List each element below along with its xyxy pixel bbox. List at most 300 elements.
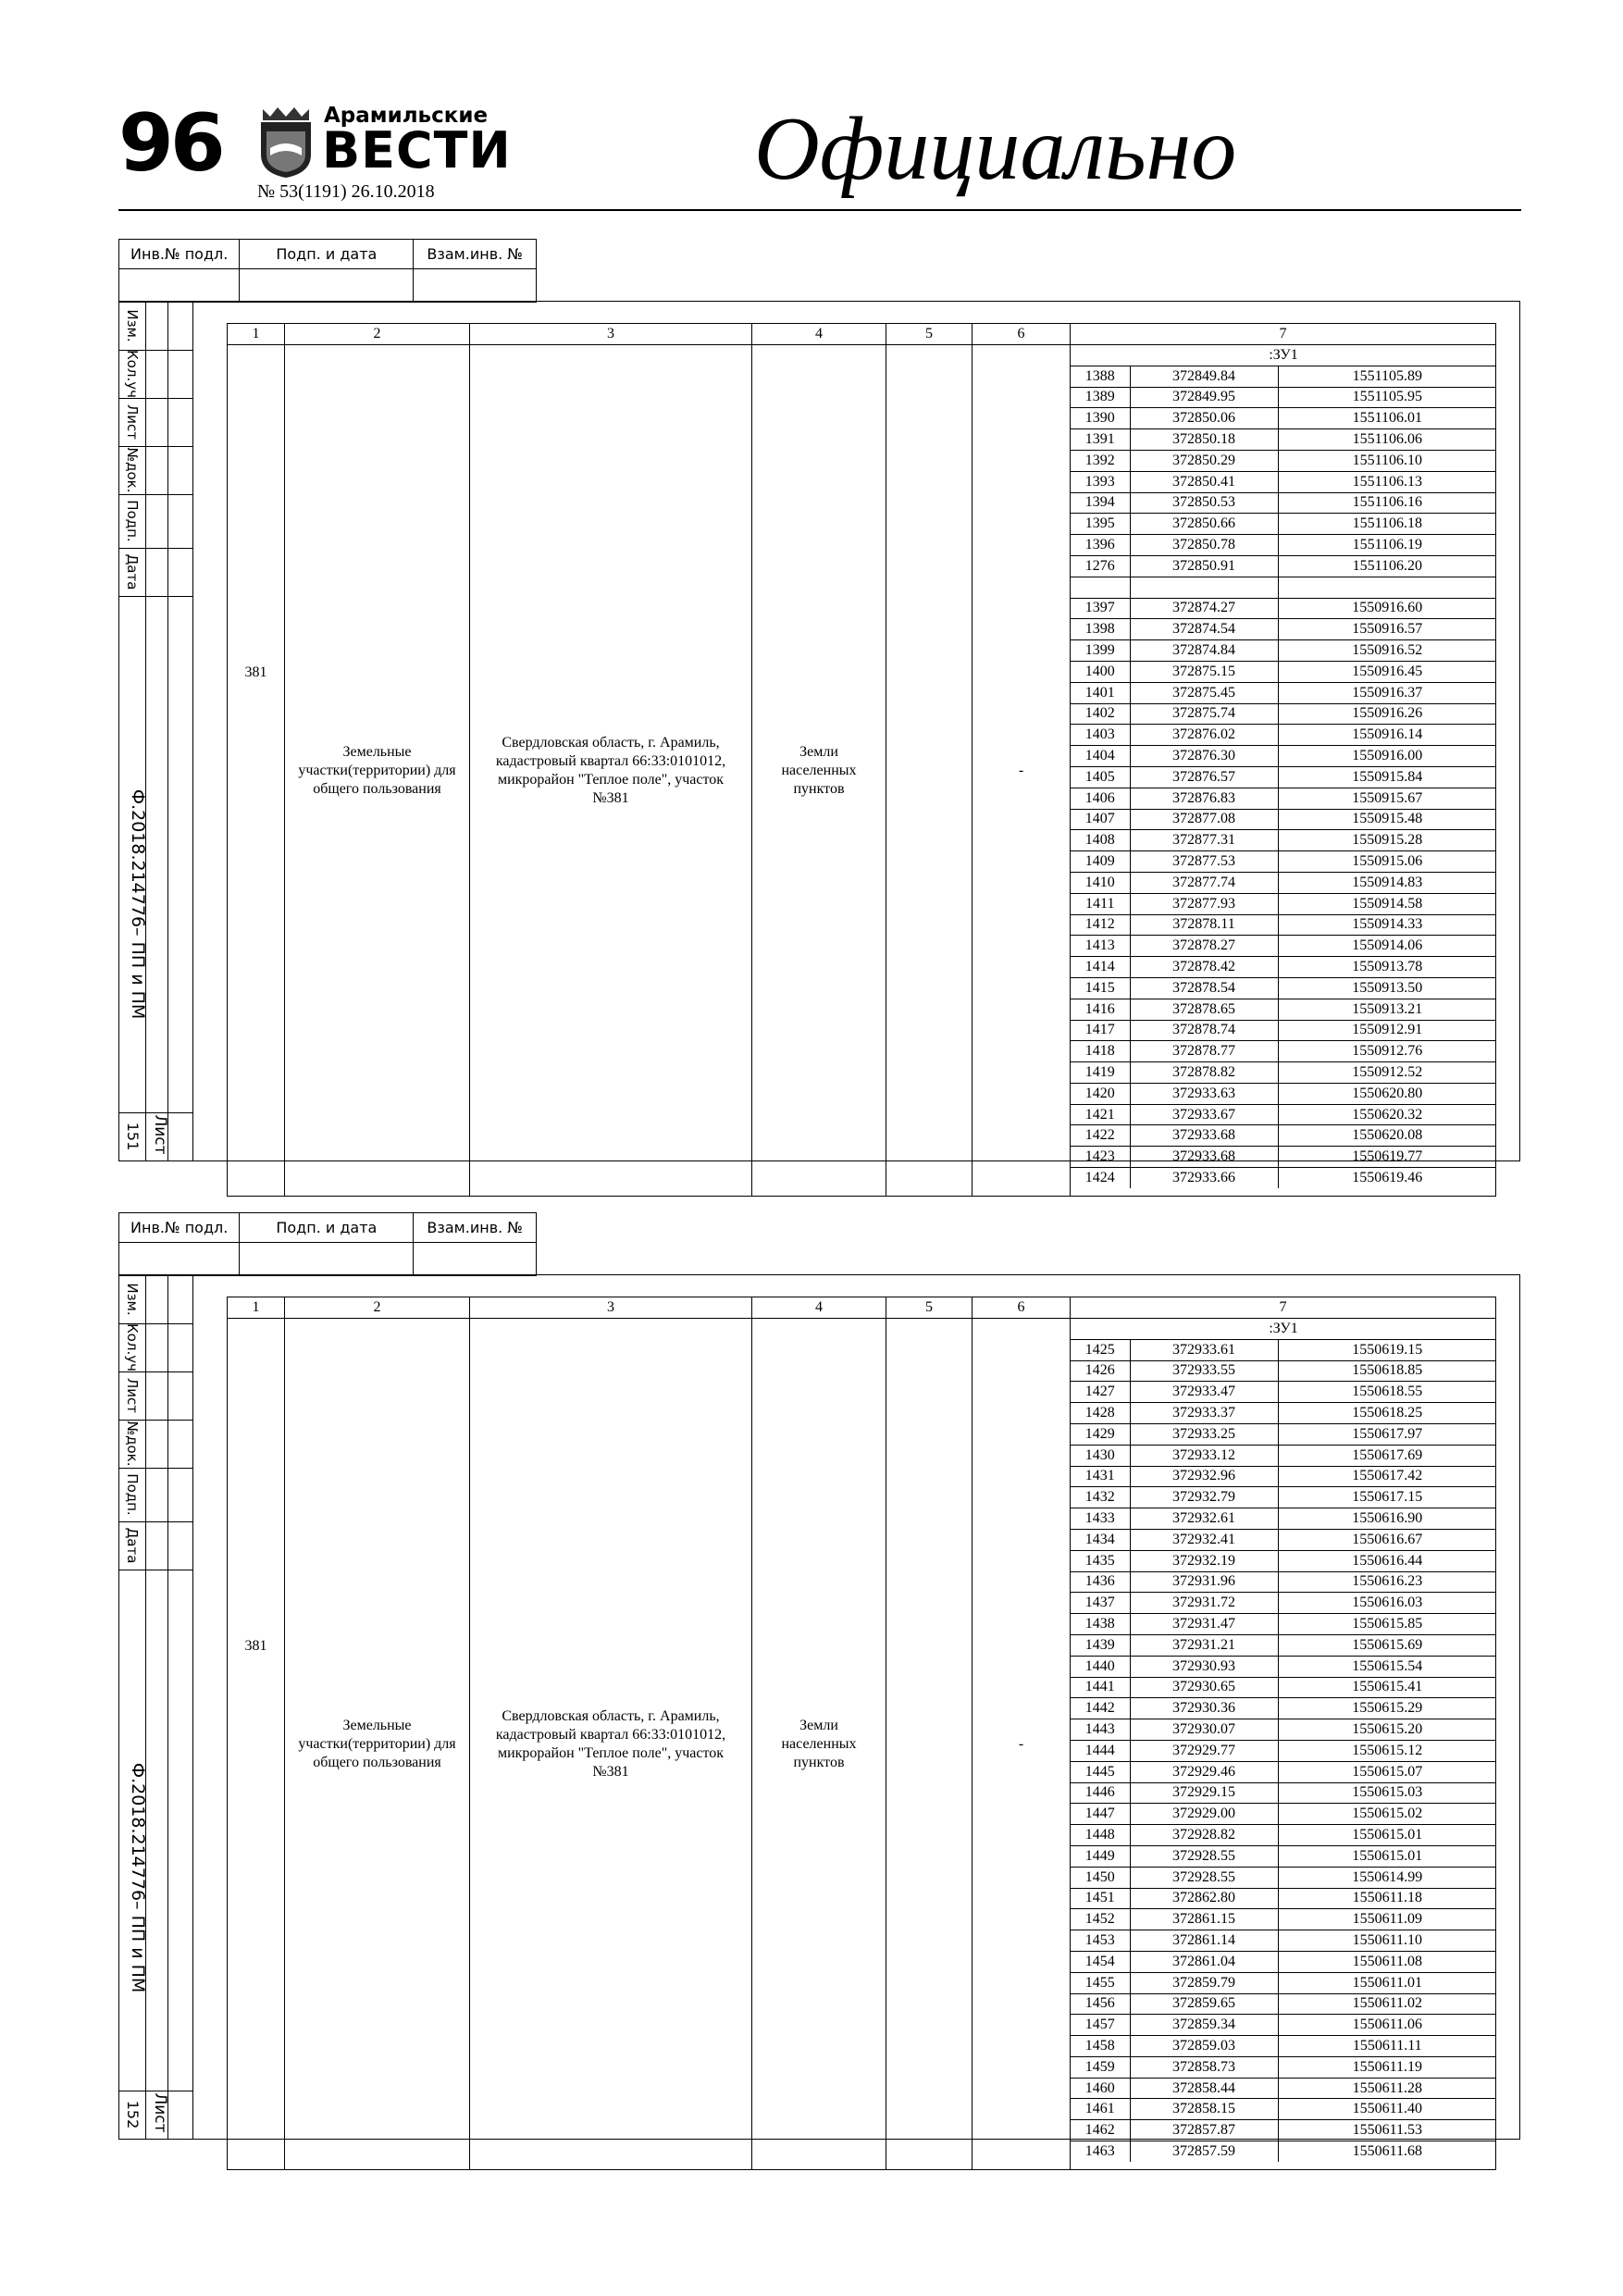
point-x: 372876.02 [1130, 725, 1278, 746]
table-row [1071, 387, 1496, 408]
point-y: 1551106.01 [1278, 408, 1496, 429]
point-y: 1550615.20 [1278, 1719, 1496, 1741]
sign-cell [240, 269, 414, 303]
inv-label: Инв.№ подл. [119, 1213, 240, 1243]
point-y: 1550611.68 [1278, 2141, 1496, 2162]
record-col5 [886, 345, 973, 1197]
point-x: 372875.45 [1130, 682, 1278, 703]
point-x: 372932.96 [1130, 1466, 1278, 1487]
point-id: 1389 [1071, 387, 1130, 408]
point-id: 1422 [1071, 1125, 1130, 1147]
point-x: 372878.42 [1130, 957, 1278, 978]
column-header: 4 [752, 1297, 886, 1319]
point-id: 1437 [1071, 1593, 1130, 1614]
point-x: 372930.07 [1130, 1719, 1278, 1741]
table-row [1071, 1951, 1496, 1972]
point-id: 1445 [1071, 1761, 1130, 1782]
point-x: 372861.14 [1130, 1930, 1278, 1952]
sheet-number: 151 [124, 1122, 142, 1151]
point-y: 1550913.78 [1278, 957, 1496, 978]
table-row [1071, 1656, 1496, 1677]
point-y: 1550616.23 [1278, 1571, 1496, 1593]
sign-date-label: Подп. и дата [240, 1213, 414, 1243]
point-x: 372932.79 [1130, 1487, 1278, 1508]
point-y: 1550615.01 [1278, 1845, 1496, 1867]
table-row [1071, 408, 1496, 429]
side-label: №док. [124, 1421, 141, 1467]
table-row [1071, 1761, 1496, 1782]
table-row [1071, 1529, 1496, 1550]
point-x: 372849.95 [1130, 387, 1278, 408]
side-label: Дата [124, 553, 141, 590]
point-x: 372878.11 [1130, 914, 1278, 936]
side-row-line [119, 494, 193, 495]
point-y: 1550611.28 [1278, 2078, 1496, 2099]
point-id: 1430 [1071, 1445, 1130, 1466]
point-id: 1431 [1071, 1466, 1130, 1487]
point-id: 1398 [1071, 619, 1130, 640]
point-id: 1429 [1071, 1423, 1130, 1445]
point-id: 1412 [1071, 914, 1130, 936]
point-x: 372877.74 [1130, 872, 1278, 893]
table-row [1071, 1168, 1496, 1188]
table-row [1071, 2036, 1496, 2057]
point-id: 1423 [1071, 1147, 1130, 1168]
point-id: 1395 [1071, 514, 1130, 535]
point-y: 1550614.99 [1278, 1867, 1496, 1888]
point-x: 372930.36 [1130, 1698, 1278, 1719]
points-table [1071, 1319, 1496, 2162]
point-y: 1550616.03 [1278, 1593, 1496, 1614]
point-x: 372876.30 [1130, 746, 1278, 767]
point-y: 1550916.60 [1278, 598, 1496, 619]
point-id: 1419 [1071, 1062, 1130, 1084]
table-row [1071, 766, 1496, 788]
point-y: 1550916.37 [1278, 682, 1496, 703]
point-x: 372931.72 [1130, 1593, 1278, 1614]
point-x: 372850.41 [1130, 471, 1278, 492]
point-id: 1448 [1071, 1825, 1130, 1846]
point-y: 1550615.03 [1278, 1782, 1496, 1804]
point-y: 1550615.29 [1278, 1698, 1496, 1719]
coordinates-table [227, 323, 1496, 1197]
point-id: 1410 [1071, 872, 1130, 893]
point-y: 1550617.42 [1278, 1466, 1496, 1487]
point-id: 1455 [1071, 1972, 1130, 1993]
table-row [1071, 619, 1496, 640]
inv-cell [119, 1243, 240, 1276]
table-row [1071, 682, 1496, 703]
point-x: 372850.06 [1130, 408, 1278, 429]
table-row [1071, 1041, 1496, 1062]
point-y: 1550611.06 [1278, 2015, 1496, 2036]
point-x: 372877.53 [1130, 851, 1278, 873]
record-purpose: Земельные участки(территории) для общего пользования [285, 345, 470, 1197]
point-id: 1399 [1071, 640, 1130, 662]
point-y: 1551105.95 [1278, 387, 1496, 408]
table-row [1071, 703, 1496, 725]
point-x: 372858.15 [1130, 2099, 1278, 2120]
point-y: 1550619.46 [1278, 1168, 1496, 1188]
point-id: 1427 [1071, 1382, 1130, 1403]
column-header: 2 [285, 1297, 470, 1319]
point-id: 1394 [1071, 492, 1130, 514]
point-id: 1406 [1071, 788, 1130, 809]
table-row [1071, 1972, 1496, 1993]
point-id: 1444 [1071, 1740, 1130, 1761]
point-id: 1450 [1071, 1867, 1130, 1888]
record-number: 381 [228, 1319, 285, 2170]
table-row [1071, 1614, 1496, 1635]
table-row [1071, 2120, 1496, 2141]
point-x: 372931.21 [1130, 1634, 1278, 1656]
point-x: 372933.67 [1130, 1104, 1278, 1125]
side-col [167, 1275, 168, 2139]
point-y: 1550915.48 [1278, 809, 1496, 830]
point-y: 1550615.07 [1278, 1761, 1496, 1782]
point-id: 1401 [1071, 682, 1130, 703]
table-row [1071, 1487, 1496, 1508]
point-y: 1550611.18 [1278, 1888, 1496, 1909]
point-y: 1550618.85 [1278, 1360, 1496, 1382]
table-row [1071, 1634, 1496, 1656]
point-y: 1550619.77 [1278, 1147, 1496, 1168]
point-x: 372861.15 [1130, 1909, 1278, 1930]
side-strip [118, 301, 193, 1161]
point-x: 372859.79 [1130, 1972, 1278, 1993]
point-x: 372874.54 [1130, 619, 1278, 640]
table-row [1071, 746, 1496, 767]
point-x: 372930.65 [1130, 1677, 1278, 1698]
side-label: Кол.уч [124, 350, 141, 398]
point-y: 1550620.32 [1278, 1104, 1496, 1125]
point-x: 372933.68 [1130, 1147, 1278, 1168]
point-x: 372859.34 [1130, 2015, 1278, 2036]
table-row [1071, 957, 1496, 978]
issue-info: № 53(1191) 26.10.2018 [257, 181, 435, 202]
table-row [1071, 1782, 1496, 1804]
point-y: 1550616.90 [1278, 1508, 1496, 1530]
point-x: 372928.82 [1130, 1825, 1278, 1846]
point-id: 1457 [1071, 2015, 1130, 2036]
point-id: 1421 [1071, 1104, 1130, 1125]
point-x: 372857.59 [1130, 2141, 1278, 2162]
point-x: 372878.54 [1130, 977, 1278, 999]
point-y: 1550916.26 [1278, 703, 1496, 725]
column-header: 3 [470, 324, 752, 345]
approval-stamp [118, 1212, 537, 1276]
sign-date-label: Подп. и дата [240, 240, 414, 269]
point-y: 1550618.25 [1278, 1403, 1496, 1424]
point-y: 1551106.10 [1278, 450, 1496, 471]
table-row [1071, 661, 1496, 682]
point-id: 1403 [1071, 725, 1130, 746]
table-row [1071, 1888, 1496, 1909]
column-header: 3 [470, 1297, 752, 1319]
column-header: 6 [973, 324, 1071, 345]
table-row [1071, 1360, 1496, 1382]
replace-label: Взам.инв. № [414, 240, 537, 269]
table-row [1071, 450, 1496, 471]
inv-cell [119, 269, 240, 303]
point-y: 1550915.67 [1278, 788, 1496, 809]
points-table [1071, 345, 1496, 1188]
point-id: 1388 [1071, 366, 1130, 387]
point-y: 1550611.11 [1278, 2036, 1496, 2057]
point-y: 1550616.67 [1278, 1529, 1496, 1550]
side-label: Лист [124, 1377, 141, 1413]
points-cell [1071, 345, 1496, 1197]
point-x: 372933.61 [1130, 1339, 1278, 1360]
point-x: 372933.12 [1130, 1445, 1278, 1466]
table-row [1071, 830, 1496, 851]
side-label: Кол.уч [124, 1323, 141, 1371]
table-row [1071, 640, 1496, 662]
sheet-number: 152 [124, 2100, 142, 2129]
point-y: 1550915.28 [1278, 830, 1496, 851]
point-x: 372931.96 [1130, 1571, 1278, 1593]
point-id: 1404 [1071, 746, 1130, 767]
inv-label: Инв.№ подл. [119, 240, 240, 269]
point-x: 372858.73 [1130, 2056, 1278, 2078]
point-id: 1447 [1071, 1804, 1130, 1825]
point-id: 1426 [1071, 1360, 1130, 1382]
record-category: Земли населенных пунктов [752, 1319, 886, 2170]
point-id: 1414 [1071, 957, 1130, 978]
point-x: 372878.74 [1130, 1020, 1278, 1041]
table-row [1071, 1445, 1496, 1466]
point-x: 372933.68 [1130, 1125, 1278, 1147]
column-header: 2 [285, 324, 470, 345]
table-row [1071, 535, 1496, 556]
point-y: 1550620.80 [1278, 1083, 1496, 1104]
table-row [1071, 2015, 1496, 2036]
point-x: 372878.65 [1130, 999, 1278, 1020]
coordinates-table [227, 1297, 1496, 2170]
point-id: 1428 [1071, 1403, 1130, 1424]
column-header: 1 [228, 1297, 285, 1319]
point-y: 1550913.21 [1278, 999, 1496, 1020]
point-y: 1550912.91 [1278, 1020, 1496, 1041]
point-y: 1550615.12 [1278, 1740, 1496, 1761]
point-x: 372928.55 [1130, 1867, 1278, 1888]
record-col5 [886, 1319, 973, 2170]
point-id: 1443 [1071, 1719, 1130, 1741]
point-y: 1550914.83 [1278, 872, 1496, 893]
table-row [1071, 471, 1496, 492]
table-row [1071, 1020, 1496, 1041]
column-header: 1 [228, 324, 285, 345]
point-y: 1550916.52 [1278, 640, 1496, 662]
column-header: 6 [973, 1297, 1071, 1319]
logo-subtitle: Арамильские [324, 104, 489, 128]
table-row [1071, 366, 1496, 387]
point-y: 1550615.69 [1278, 1634, 1496, 1656]
point-id: 1402 [1071, 703, 1130, 725]
point-id: 1463 [1071, 2141, 1130, 2162]
point-id: 1435 [1071, 1550, 1130, 1571]
point-y: 1550611.40 [1278, 2099, 1496, 2120]
column-header: 5 [886, 1297, 973, 1319]
point-y: 1550913.50 [1278, 977, 1496, 999]
point-x: 372877.31 [1130, 830, 1278, 851]
point-y: 1550616.44 [1278, 1550, 1496, 1571]
table-row [1071, 429, 1496, 451]
point-x: 372876.83 [1130, 788, 1278, 809]
table-row [1071, 1571, 1496, 1593]
point-id: 1425 [1071, 1339, 1130, 1360]
table-row [1071, 1909, 1496, 1930]
point-id: 1391 [1071, 429, 1130, 451]
header-divider [118, 209, 1521, 211]
point-id: 1407 [1071, 809, 1130, 830]
section-title: Официально [754, 99, 1237, 199]
point-y: 1550916.14 [1278, 725, 1496, 746]
point-x: 372859.03 [1130, 2036, 1278, 2057]
point-x: 372850.91 [1130, 555, 1278, 577]
record-address: Свердловская область, г. Арамиль, кадастровый квартал 66:33:0101012, микрорайон "Теплое поле", участок №381 [470, 345, 752, 1197]
point-y: 1550618.55 [1278, 1382, 1496, 1403]
point-y: 1550611.53 [1278, 2120, 1496, 2141]
point-x: 372933.66 [1130, 1168, 1278, 1188]
table-row [1071, 809, 1496, 830]
point-id: 1415 [1071, 977, 1130, 999]
replace-cell [414, 269, 537, 303]
point-y: 1550611.09 [1278, 1909, 1496, 1930]
point-x: 372929.00 [1130, 1804, 1278, 1825]
point-x: 372930.93 [1130, 1656, 1278, 1677]
point-id: 1408 [1071, 830, 1130, 851]
point-x: 372859.65 [1130, 1993, 1278, 2015]
point-y: 1550617.97 [1278, 1423, 1496, 1445]
table-row [1071, 1147, 1496, 1168]
table-row [1071, 1698, 1496, 1719]
zone-label: :ЗУ1 [1071, 345, 1496, 366]
point-id: 1418 [1071, 1041, 1130, 1062]
point-y: 1550611.02 [1278, 1993, 1496, 2015]
column-header: 4 [752, 324, 886, 345]
point-y: 1550617.69 [1278, 1445, 1496, 1466]
point-id: 1433 [1071, 1508, 1130, 1530]
side-label: Подп. [124, 1473, 141, 1516]
point-y: 1551105.89 [1278, 366, 1496, 387]
point-y [1278, 577, 1496, 598]
point-id: 1424 [1071, 1168, 1130, 1188]
point-y: 1550914.06 [1278, 936, 1496, 957]
point-y: 1550915.06 [1278, 851, 1496, 873]
point-x: 372932.41 [1130, 1529, 1278, 1550]
sheet-label: Лист [151, 1114, 169, 1155]
point-id: 1461 [1071, 2099, 1130, 2120]
table-row [1071, 1740, 1496, 1761]
point-id [1071, 577, 1130, 598]
point-x: 372933.47 [1130, 1382, 1278, 1403]
point-id: 1276 [1071, 555, 1130, 577]
side-label: Изм. [124, 309, 141, 342]
point-x: 372932.19 [1130, 1550, 1278, 1571]
point-id: 1436 [1071, 1571, 1130, 1593]
point-x: 372875.74 [1130, 703, 1278, 725]
point-x: 372850.66 [1130, 514, 1278, 535]
table-row [1071, 1719, 1496, 1741]
table-row [1071, 872, 1496, 893]
point-x: 372929.46 [1130, 1761, 1278, 1782]
point-id: 1452 [1071, 1909, 1130, 1930]
point-x: 372861.04 [1130, 1951, 1278, 1972]
point-y: 1550619.15 [1278, 1339, 1496, 1360]
point-id: 1441 [1071, 1677, 1130, 1698]
side-row-line [119, 1112, 193, 1113]
point-x: 372850.18 [1130, 429, 1278, 451]
point-id: 1400 [1071, 661, 1130, 682]
point-x [1130, 577, 1278, 598]
point-y: 1550617.15 [1278, 1487, 1496, 1508]
record-col6: - [973, 345, 1071, 1197]
point-id: 1409 [1071, 851, 1130, 873]
point-x: 372850.78 [1130, 535, 1278, 556]
point-x: 372849.84 [1130, 366, 1278, 387]
table-row [1071, 1125, 1496, 1147]
point-x: 372928.55 [1130, 1845, 1278, 1867]
point-id: 1405 [1071, 766, 1130, 788]
point-y: 1550916.45 [1278, 661, 1496, 682]
approval-stamp [118, 239, 537, 303]
point-x: 372874.27 [1130, 598, 1278, 619]
side-label: Лист [124, 403, 141, 440]
table-row [1071, 555, 1496, 577]
point-x: 372933.37 [1130, 1403, 1278, 1424]
point-y: 1550912.52 [1278, 1062, 1496, 1084]
column-header: 7 [1071, 324, 1496, 345]
point-x: 372875.15 [1130, 661, 1278, 682]
point-y: 1550915.84 [1278, 766, 1496, 788]
point-id: 1459 [1071, 2056, 1130, 2078]
table-row [1071, 851, 1496, 873]
coat-of-arms-icon [254, 104, 318, 180]
point-id: 1417 [1071, 1020, 1130, 1041]
side-label: Подп. [124, 500, 141, 542]
zone-label: :ЗУ1 [1071, 1319, 1496, 1339]
side-strip [118, 1274, 193, 2140]
table-row [1071, 1062, 1496, 1084]
table-row [1071, 1508, 1496, 1530]
point-id: 1420 [1071, 1083, 1130, 1104]
table-row [1071, 1339, 1496, 1360]
point-y: 1550615.01 [1278, 1825, 1496, 1846]
table-row [1071, 492, 1496, 514]
table-row [1071, 725, 1496, 746]
point-x: 372878.82 [1130, 1062, 1278, 1084]
table-row [1071, 1825, 1496, 1846]
point-id: 1458 [1071, 2036, 1130, 2057]
point-x: 372877.93 [1130, 893, 1278, 914]
table-row [1071, 1845, 1496, 1867]
point-y: 1550912.76 [1278, 1041, 1496, 1062]
column-header: 7 [1071, 1297, 1496, 1319]
point-x: 372850.29 [1130, 450, 1278, 471]
point-id: 1453 [1071, 1930, 1130, 1952]
side-col [167, 302, 168, 1160]
table-row [1071, 1993, 1496, 2015]
point-x: 372874.84 [1130, 640, 1278, 662]
side-row-line [119, 596, 193, 597]
point-id: 1392 [1071, 450, 1130, 471]
point-id: 1440 [1071, 1656, 1130, 1677]
table-row [1071, 2099, 1496, 2120]
point-y: 1550615.02 [1278, 1804, 1496, 1825]
point-y: 1550611.08 [1278, 1951, 1496, 1972]
page-number: 96 [118, 97, 222, 190]
